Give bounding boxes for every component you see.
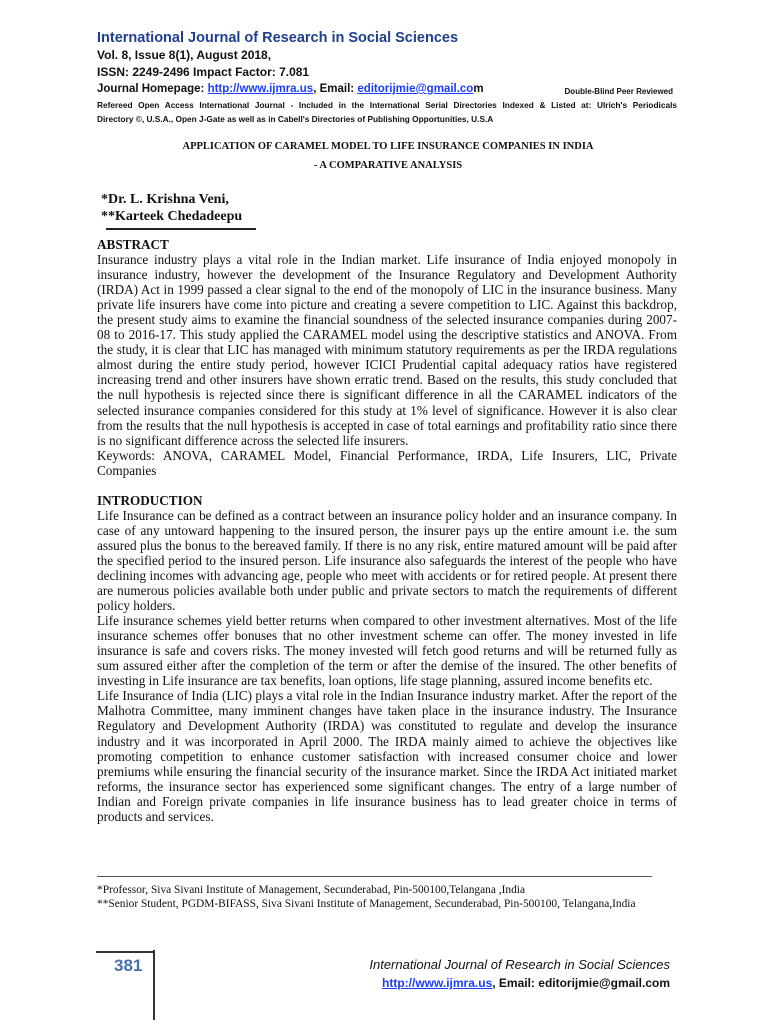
paper-title <box>98 137 678 175</box>
page-footer <box>300 956 670 992</box>
footnote-1: *Professor, Siva Sivani Institute of Management, Secunderabad, Pin-500100,Telangana ,India <box>97 884 526 896</box>
homepage-link[interactable]: http://www.ijmra.us <box>207 83 314 95</box>
title-line-2: - A COMPARATIVE ANALYSIS <box>313 160 463 171</box>
author-divider <box>106 228 256 230</box>
footer-contact <box>300 974 670 992</box>
peer-review-label: Double-Blind Peer Reviewed <box>564 87 673 96</box>
indexing-line-1: Refereed Open Access International Journal - Included in the International Serial Directories Indexed & Listed at: Ulrich's Periodicals <box>97 100 677 110</box>
title-line-1: APPLICATION OF CARAMEL MODEL TO LIFE INSURANCE COMPANIES IN INDIA <box>182 141 594 152</box>
footnotes <box>97 883 677 912</box>
footnote-2: **Senior Student, PGDM-BIFASS, Siva Sivani Institute of Management, Secunderabad, Pin-500100, Telangana,India <box>97 898 636 911</box>
email-label: , Email: <box>313 83 358 95</box>
footer-rule-horizontal <box>96 951 154 953</box>
page-number: 381 <box>114 956 143 975</box>
abstract-text: Insurance industry plays a vital role in the Indian market. Life insurance of India enjoyed monopoly in insurance industry, however the development of the Insurance Regulatory and Development Authority (IRDA) Act in 1999 passed a clear signal to the end of the monopoly of LIC in the insurance business. Many private life insurers have come into picture and creating a severe competition to LIC. Against this backdrop, the present study aims to examine the financial soundness of the selected insurance companies during 2007-08 to 2016-17. This study applied the CARAMEL model using the descriptive statistics and ANOVA. From the study, it is clear that LIC has managed with minimum statutory requirements as per the IRDA regulations almost during the entire study period, however ICICI Prudential capital adequacy ratios have registered increasing trend and other insurers have shown erratic trend. Based on the results, this study concluded that the null hypothesis is rejected since there is significant difference in all the CARAMEL indicators of the selected insurance companies considered for this study at 1% level of significance. However it is also clear from the results that the null hypothesis is accepted in case of total earnings and profitability ratio since there is no significant difference across the selected life insurers. <box>97 252 677 448</box>
journal-header <box>97 29 677 126</box>
footer-journal: International Journal of Research in Social Sciences <box>369 957 670 972</box>
email-link[interactable]: editorijmie@gmail.co <box>357 83 474 95</box>
email-suffix: m <box>473 83 484 95</box>
journal-title: International Journal of Research in Social Sciences <box>97 30 459 46</box>
intro-paragraph-2: Life insurance schemes yield better returns when compared to other investment alternatives. Most of the life insurance schemes offer bonuses that no other investment scheme can offer. The money invested in life insurance is safe and covers risks. The money invested will fetch good returns and will be returned fully as sum assured either after the completion of the term or after the demise of the insured. The other benefits of investing in Life insurance are tax benefits, loan options, life stage planning, assured income benefits etc. <box>97 613 677 689</box>
intro-paragraph-3: Life Insurance of India (LIC) plays a vital role in the Indian Insurance industry market. After the report of the Malhotra Committee, many imminent changes have taken place in the insurance industry. The Insurance Regulatory and Development Authority (IRDA) was constituted to regulate and develop the insurance industry and it was incorporated in April 2000. The IRDA mainly aimed to achieve the objectives like promoting competition to enhance customer satisfaction with increased consumer choice and lower premiums while ensuring the financial security of the insurance market. Since the IRDA Act initiated market reforms, the insurance sector has experienced some significant changes. The entry of a large number of Indian and Foreign private companies in life insurance business has to lead greater choice in terms of products and services. <box>97 688 677 824</box>
intro-paragraph-1: Life Insurance can be defined as a contract between an insurance policy holder and an insurance company. In case of any untoward happening to the insured person, the insurer pays up the entire amount i.e. the sum assured plus the bonus to the bereaved family. If there is no any risk, entire matured amount will be paid after the specified period to the insured person. Life insurance also safeguards the interest of the people who have declining incomes with advancing age, people who meet with accidents or for retired people. At present there are numerous policies available both under public and private sectors to match the requirements of different policy holders. <box>97 507 677 614</box>
footer-rule-vertical <box>153 950 155 1020</box>
author-2: **Karteek Chedadeepu <box>101 209 243 224</box>
footnote-divider <box>97 876 652 877</box>
indexing-line-2: Directory ©, U.S.A., Open J-Gate as well as in Cabell's Directories of Publishing Opportunities, U.S.A <box>97 114 494 124</box>
issn-info: ISSN: 2249-2496 Impact Factor: 7.081 <box>97 65 310 79</box>
homepage-row <box>97 81 677 98</box>
footer-url-link[interactable]: http://www.ijmra.us <box>382 976 493 990</box>
introduction-heading: INTRODUCTION <box>97 492 203 508</box>
paper-body <box>97 237 677 824</box>
homepage-label: Journal Homepage: <box>97 83 208 95</box>
author-1: *Dr. L. Krishna Veni, <box>101 192 229 207</box>
abstract-heading: ABSTRACT <box>97 237 169 252</box>
volume-info: Vol. 8, Issue 8(1), August 2018, <box>97 48 272 62</box>
footer-email: , Email: editorijmie@gmail.com <box>492 976 670 990</box>
authors <box>101 191 242 225</box>
keywords: Keywords: ANOVA, CARAMEL Model, Financial Performance, IRDA, Life Insurers, LIC, Private Companies <box>97 447 677 478</box>
